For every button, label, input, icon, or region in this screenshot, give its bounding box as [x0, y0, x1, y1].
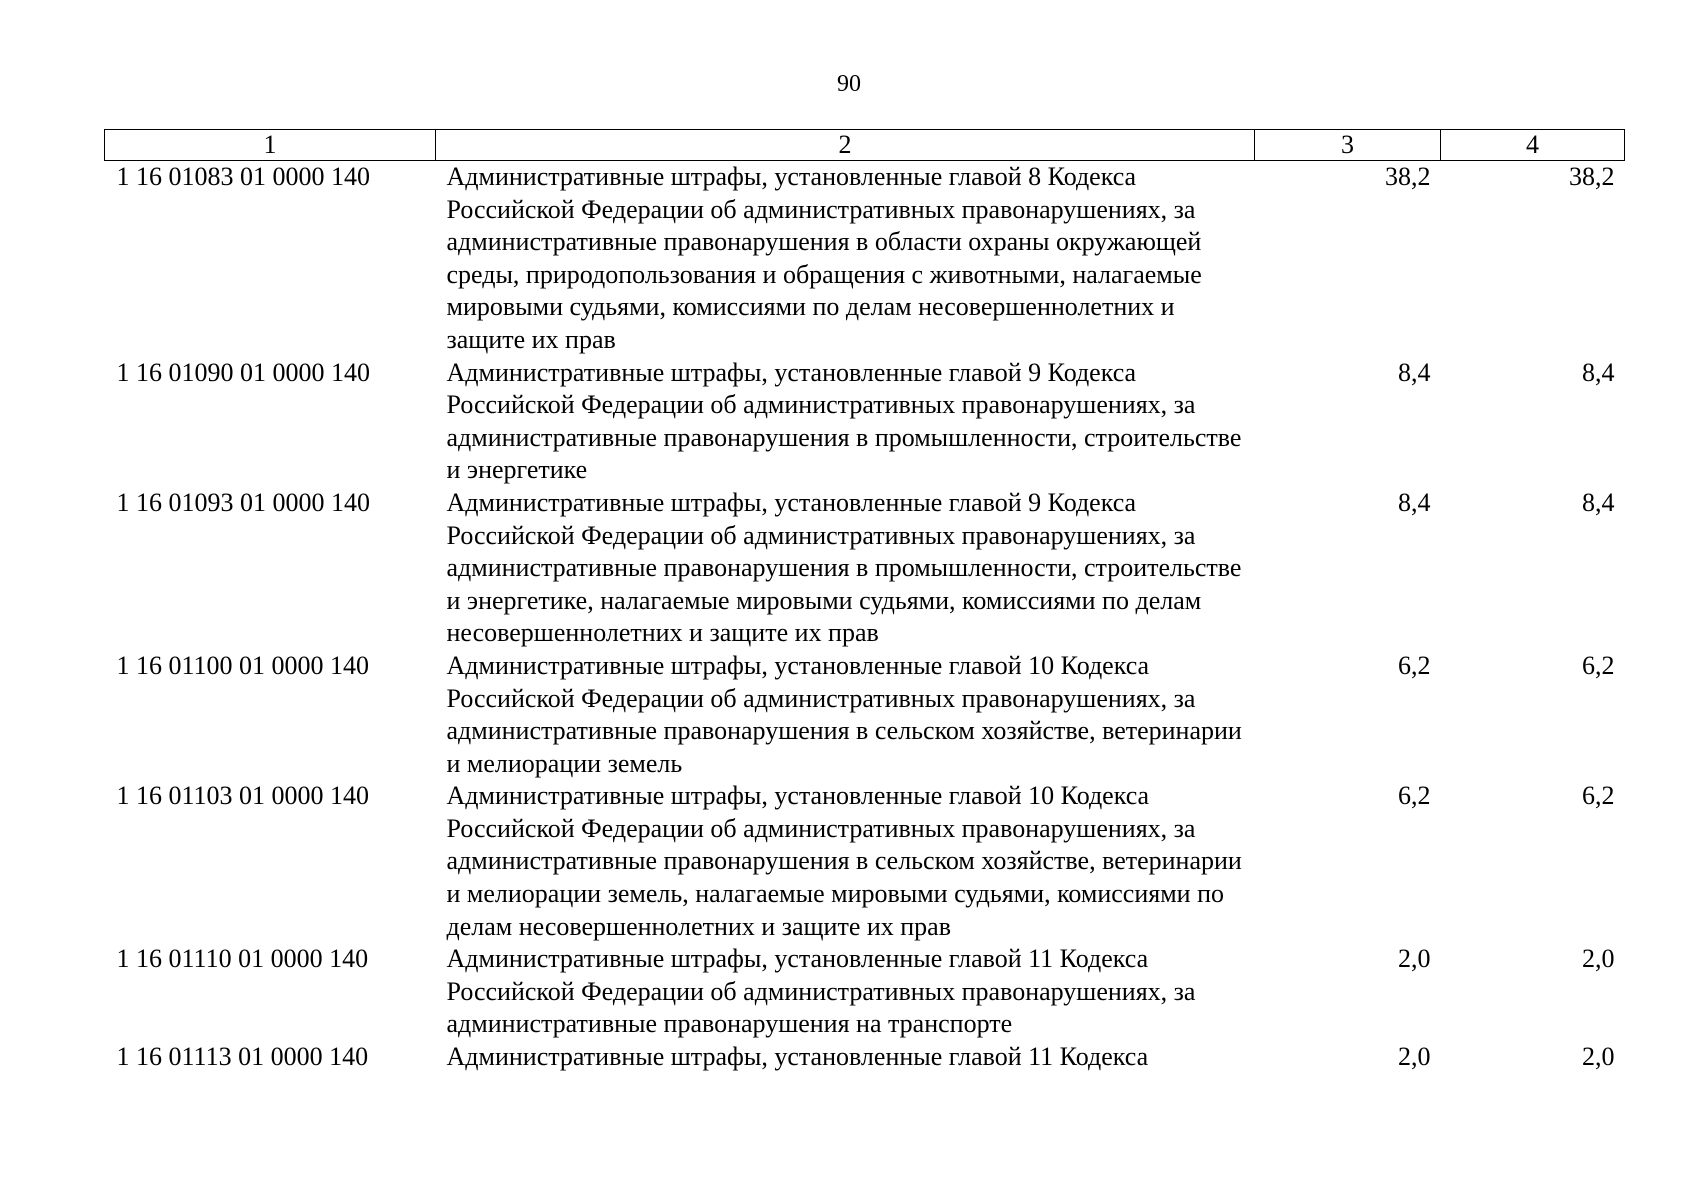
- budget-code-cell: 1 16 01093 01 0000 140: [116, 487, 370, 517]
- value-col4-cell: 8,4: [1582, 487, 1615, 517]
- header-row: [105, 130, 1625, 161]
- value-col4-cell: 2,0: [1582, 944, 1615, 974]
- budget-code-cell: 1 16 01083 01 0000 140: [116, 162, 370, 191]
- header-cell-2: 2: [436, 130, 1255, 161]
- value-col3-cell: 8,4: [1398, 487, 1431, 517]
- description-cell: Административные штрафы, установленные главой 9 Кодекса Российской Федерации об административных правонарушениях, за административные правонарушения в промышленности, строительстве и энергетике: [446, 357, 1242, 485]
- page-number: 90: [837, 71, 861, 97]
- budget-code-cell: 1 16 01090 01 0000 140: [116, 357, 370, 387]
- table-row: [105, 943, 1625, 1041]
- budget-table: [104, 129, 1625, 1074]
- description-cell: Административные штрафы, установленные главой 11 Кодекса Российской Федерации об административных правонарушениях, за административные правонарушения на транспорте: [446, 944, 1196, 1039]
- table-row: [105, 487, 1625, 650]
- header-cell-3: 3: [1255, 130, 1441, 161]
- value-col3-cell: 8,4: [1398, 357, 1431, 387]
- description-cell: Административные штрафы, установленные главой 10 Кодекса Российской Федерации об административных правонарушениях, за административные правонарушения в сельском хозяйстве, ветеринарии и мелиорации земель: [446, 650, 1242, 778]
- description-cell: Административные штрафы, установленные главой 9 Кодекса Российской Федерации об административных правонарушениях, за административные правонарушения в промышленности, строительстве и энергетике, налагаемые мировыми судьями, комиссиями по делам несовершеннолетних и защите их прав: [446, 487, 1242, 648]
- budget-code-cell: 1 16 01100 01 0000 140: [116, 650, 370, 680]
- value-col3-cell: 2,0: [1398, 944, 1431, 974]
- value-col4-cell: 8,4: [1582, 357, 1615, 387]
- table-row: [105, 780, 1625, 943]
- table-row: [105, 650, 1625, 780]
- table-header: [105, 130, 1625, 161]
- budget-code-cell: 1 16 01110 01 0000 140: [116, 944, 369, 974]
- description-cell: Административные штрафы, установленные главой 10 Кодекса Российской Федерации об административных правонарушениях, за административные правонарушения в сельском хозяйстве, ветеринарии и мелиорации земель, налагаемые мировыми судьями, комиссиями по делам несовершеннолетних и защите их прав: [446, 781, 1242, 941]
- value-col4-cell: 6,2: [1582, 650, 1615, 680]
- header-cell-4: 4: [1441, 130, 1625, 161]
- value-col4-cell: 6,2: [1582, 781, 1615, 811]
- budget-code-cell: 1 16 01113 01 0000 140: [116, 1042, 369, 1072]
- value-col3-cell: 38,2: [1385, 162, 1431, 191]
- table-row: [105, 357, 1625, 487]
- value-col3-cell: 6,2: [1398, 781, 1431, 811]
- value-col4-cell: 38,2: [1569, 162, 1615, 191]
- header-cell-1: 1: [105, 130, 436, 161]
- table-body: [105, 161, 1625, 1074]
- value-col4-cell: 2,0: [1582, 1042, 1615, 1072]
- description-cell: Административные штрафы, установленные главой 8 Кодекса Российской Федерации об административных правонарушениях, за административные правонарушения в области охраны окружающей среды, природопользования и обращения с животными, налагаемые мировыми судьями, комиссиями по делам несовершеннолетних и защите их прав: [446, 162, 1202, 354]
- value-col3-cell: 6,2: [1398, 650, 1431, 680]
- description-cell: Административные штрафы, установленные главой 11 Кодекса: [446, 1042, 1149, 1072]
- table-row: [105, 1041, 1625, 1074]
- budget-code-cell: 1 16 01103 01 0000 140: [116, 781, 370, 811]
- table-row: [105, 161, 1625, 357]
- value-col3-cell: 2,0: [1398, 1042, 1431, 1072]
